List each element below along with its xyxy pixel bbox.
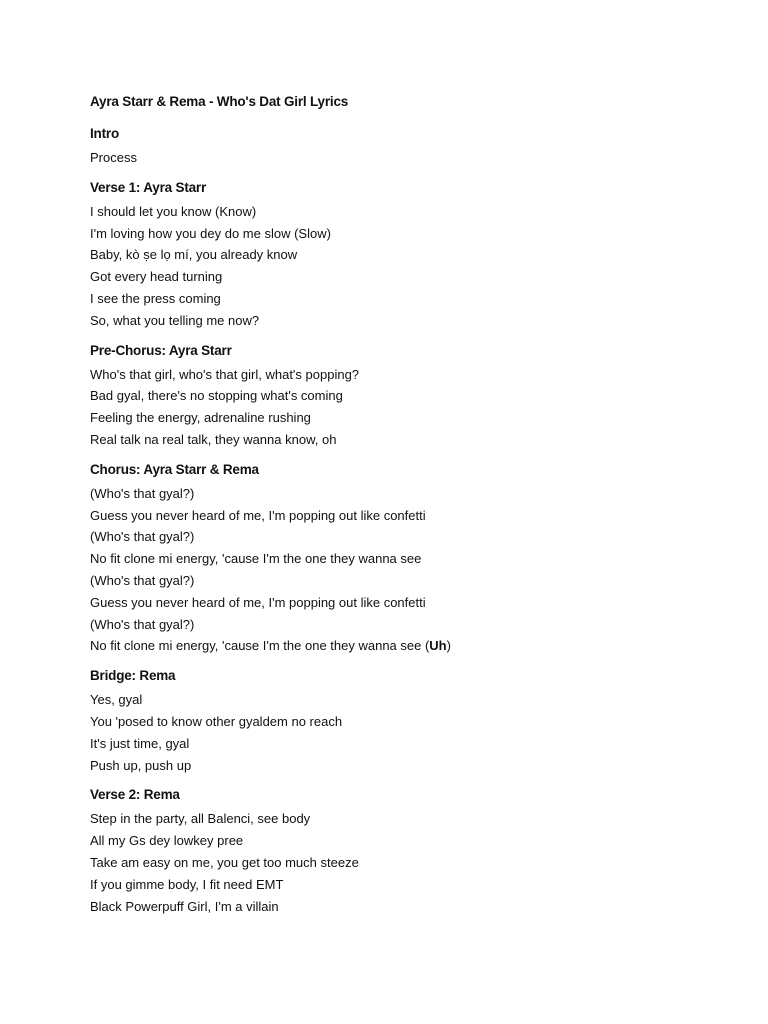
section-heading: Verse 1: Ayra Starr xyxy=(90,179,207,195)
lyric-line: Take am easy on me, you get too much steeze xyxy=(90,854,359,870)
lyric-line: You 'posed to know other gyaldem no reach xyxy=(90,713,343,729)
section-bridge xyxy=(90,667,710,776)
lyrics-document xyxy=(90,93,710,927)
lyric-line: Real talk na real talk, they wanna know, oh xyxy=(90,431,337,447)
lyric-text: ) xyxy=(446,638,451,654)
section-intro xyxy=(90,125,710,169)
section-verse-1 xyxy=(90,179,710,332)
lyric-line: If you gimme body, I fit need EMT xyxy=(90,876,284,892)
section-heading: Pre-Chorus: Ayra Starr xyxy=(90,342,232,358)
lyric-line: I'm loving how you dey do me slow (Slow) xyxy=(90,225,331,241)
lyric-line: I see the press coming xyxy=(90,290,221,306)
document-title: Ayra Starr & Rema - Who's Dat Girl Lyrics xyxy=(90,94,349,109)
lyric-line: Bad gyal, there's no stopping what's coming xyxy=(90,388,343,404)
lyric-line: All my Gs dey lowkey pree xyxy=(90,833,244,849)
lyric-line xyxy=(90,635,710,657)
section-heading: Bridge: Rema xyxy=(90,668,176,684)
section-chorus xyxy=(90,461,710,657)
lyric-text: No fit clone mi energy, 'cause I'm the one they wanna see ( xyxy=(90,638,430,654)
lyric-line: (Who's that gyal?) xyxy=(90,485,195,501)
section-verse-2 xyxy=(90,786,710,917)
lyric-line: Guess you never heard of me, I'm popping out like confetti xyxy=(90,594,426,610)
lyric-line: Yes, gyal xyxy=(90,692,143,708)
lyric-line: So, what you telling me now? xyxy=(90,312,260,328)
lyric-line: Black Powerpuff Girl, I'm a villain xyxy=(90,898,279,914)
lyric-line: (Who's that gyal?) xyxy=(90,572,195,588)
lyric-line: Got every head turning xyxy=(90,269,223,285)
section-heading: Intro xyxy=(90,126,119,141)
lyric-line: Feeling the energy, adrenaline rushing xyxy=(90,410,311,426)
lyric-line: Guess you never heard of me, I'm popping out like confetti xyxy=(90,507,426,523)
section-pre-chorus xyxy=(90,342,710,451)
lyric-line: It's just time, gyal xyxy=(90,735,190,751)
section-heading: Verse 2: Rema xyxy=(90,787,180,803)
lyric-line: (Who's that gyal?) xyxy=(90,529,195,545)
section-heading: Chorus: Ayra Starr & Rema xyxy=(90,461,259,477)
lyric-line: Baby, kò ṣe lọ mí, you already know xyxy=(90,247,298,263)
lyric-line: Process xyxy=(90,150,137,165)
lyric-line: Who's that girl, who's that girl, what's popping? xyxy=(90,366,360,382)
lyric-line: (Who's that gyal?) xyxy=(90,616,195,632)
lyric-line: I should let you know (Know) xyxy=(90,203,257,219)
lyric-line: No fit clone mi energy, 'cause I'm the one they wanna see xyxy=(90,551,422,567)
lyric-line: Push up, push up xyxy=(90,757,192,773)
lyric-line: Step in the party, all Balenci, see body xyxy=(90,811,311,827)
lyric-emphasis: Uh xyxy=(429,638,447,654)
